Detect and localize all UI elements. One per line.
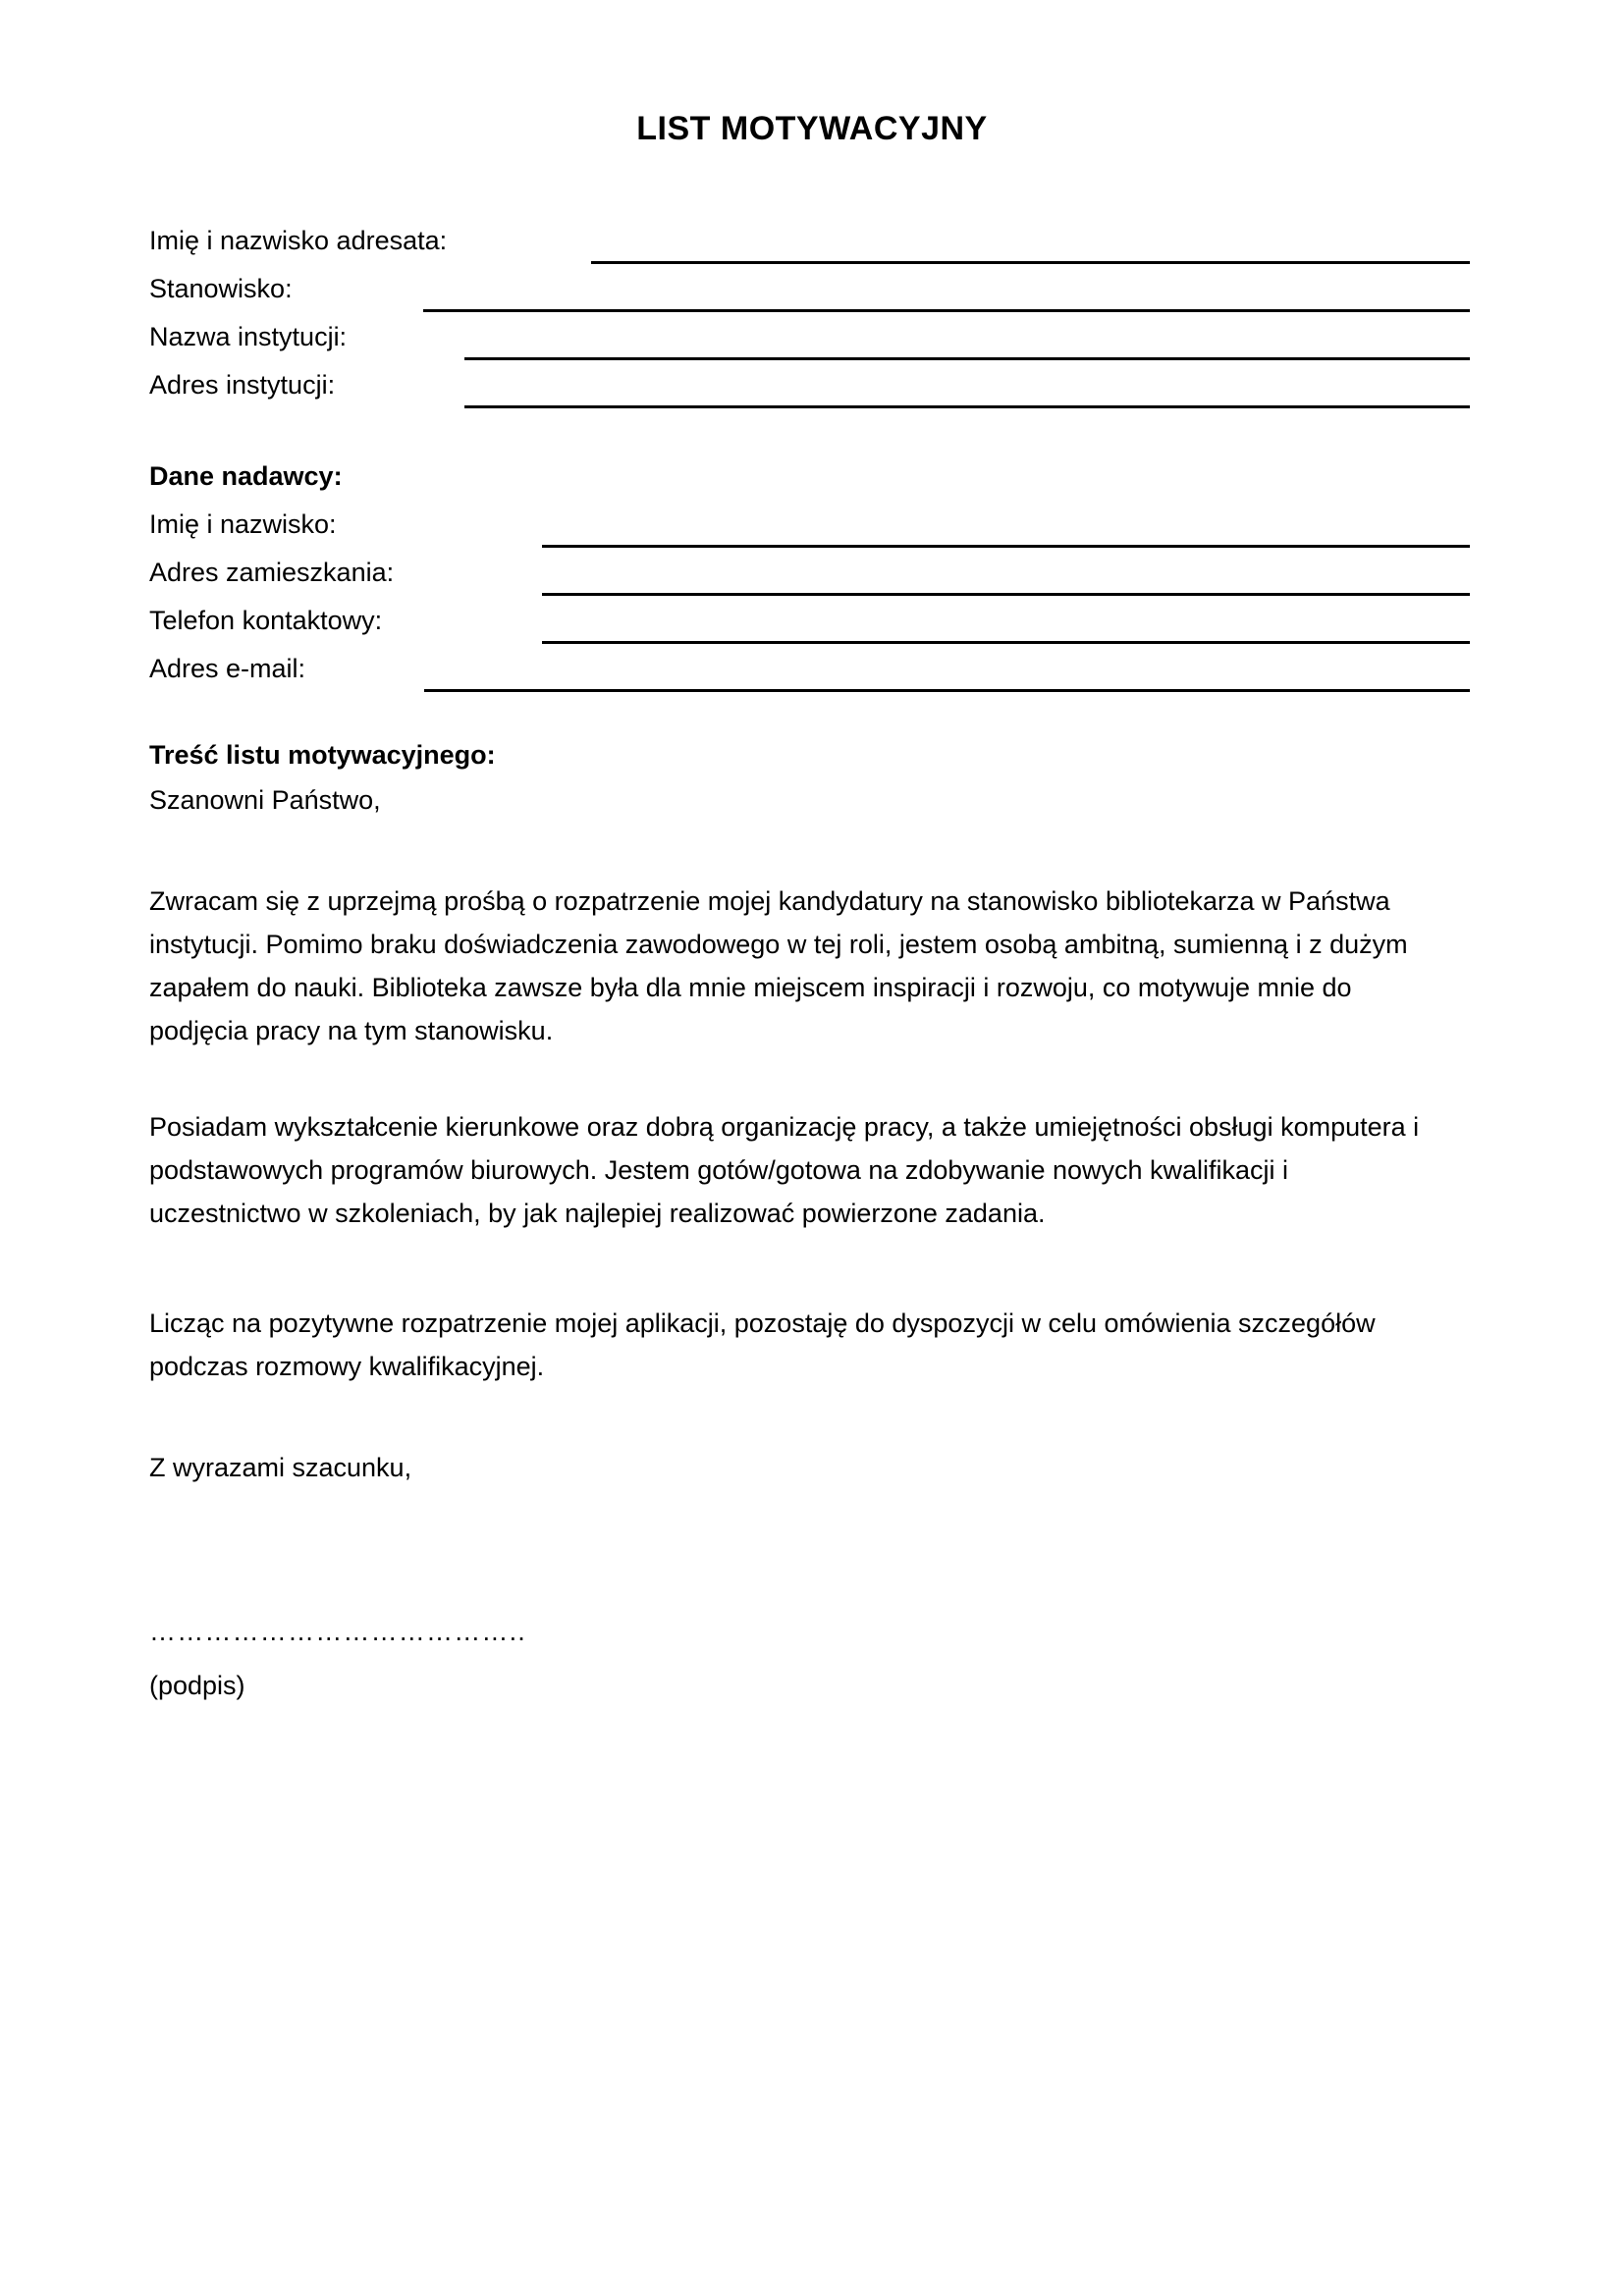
letter-paragraph-3: Licząc na pozytywne rozpatrzenie mojej aplikacji, pozostaję do dyspozycji w celu omówienia szczegółów podczas rozmowy kwalifikacyjnej.: [149, 1308, 1376, 1381]
recipient-field-position-label: Stanowisko:: [149, 274, 293, 303]
recipient-field-institution-address: [149, 368, 1470, 411]
page-title: LIST MOTYWACYJNY: [636, 110, 988, 147]
letter-paragraph-1: Zwracam się z uprzejmą prośbą o rozpatrzenie mojej kandydatury na stanowisko bibliotekarza w Państwa instytucji. Pomimo braku doświadczenia zawodowego w tej roli, jestem osobą ambitną, sumienną i z dużym zapałem do nauki. Biblioteka zawsze była dla mnie miejscem inspiracji i rozwoju, co motywuje mnie do podjęcia pracy na tym stanowisku.: [149, 886, 1408, 1045]
signature-caption: (podpis): [149, 1671, 245, 1700]
recipient-field-institution-name-label: Nazwa instytucji:: [149, 322, 348, 351]
sender-field-address: [149, 556, 1470, 599]
sender-field-phone: [149, 604, 1470, 647]
sender-field-address-rule[interactable]: [542, 593, 1470, 596]
recipient-field-institution-address-rule[interactable]: [464, 405, 1470, 408]
sender-section-heading: Dane nadawcy:: [149, 461, 343, 491]
sender-field-name-label: Imię i nazwisko:: [149, 509, 337, 539]
signature-line[interactable]: …………………………………..: [149, 1617, 527, 1646]
sender-field-name: [149, 507, 1470, 551]
letter-section-heading: Treść listu motywacyjnego:: [149, 740, 496, 770]
recipient-field-name: [149, 224, 1470, 267]
sender-field-email: [149, 652, 1470, 695]
letter-closing: Z wyrazami szacunku,: [149, 1453, 412, 1482]
recipient-field-institution-name-rule[interactable]: [464, 357, 1470, 360]
recipient-field-position: [149, 272, 1470, 315]
letter-paragraph-2: Posiadam wykształcenie kierunkowe oraz dobrą organizację pracy, a także umiejętności obsługi komputera i podstawowych programów biurowych. Jestem gotów/gotowa na zdobywanie nowych kwalifikacji i uczestnictwo w szkoleniach, by jak najlepiej realizować powierzone zadania.: [149, 1112, 1420, 1228]
recipient-field-position-rule[interactable]: [423, 309, 1470, 312]
sender-field-email-label: Adres e-mail:: [149, 654, 306, 683]
sender-field-name-rule[interactable]: [542, 545, 1470, 548]
sender-field-phone-rule[interactable]: [542, 641, 1470, 644]
recipient-field-institution-name: [149, 320, 1470, 363]
sender-field-phone-label: Telefon kontaktowy:: [149, 606, 383, 635]
recipient-field-name-rule[interactable]: [591, 261, 1470, 264]
sender-field-address-label: Adres zamieszkania:: [149, 558, 395, 587]
recipient-field-institution-address-label: Adres instytucji:: [149, 370, 336, 400]
recipient-field-name-label: Imię i nazwisko adresata:: [149, 226, 448, 255]
letter-salutation: Szanowni Państwo,: [149, 785, 381, 815]
sender-field-email-rule[interactable]: [424, 689, 1470, 692]
